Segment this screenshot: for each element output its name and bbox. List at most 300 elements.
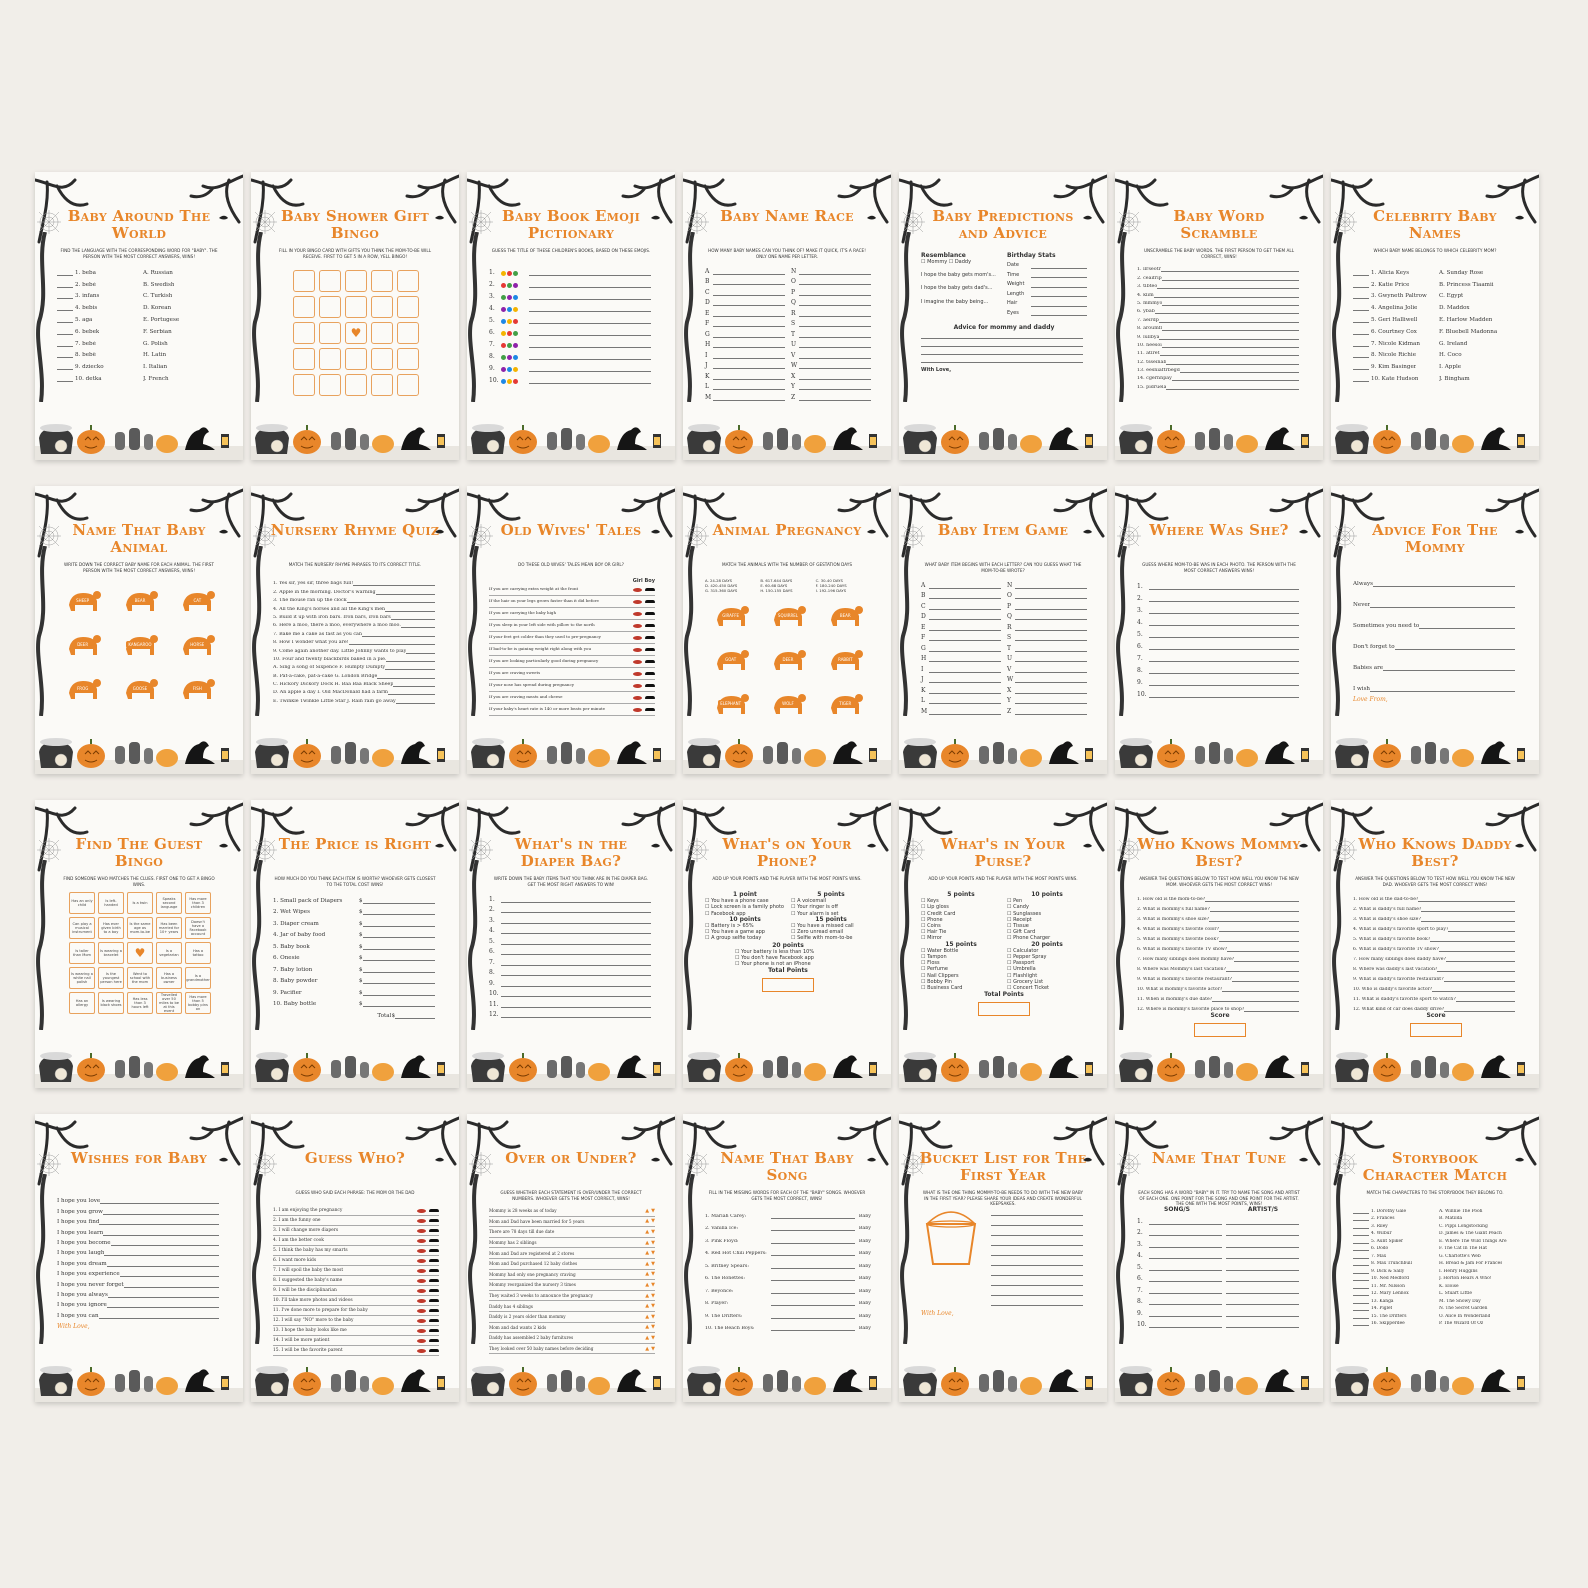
answer-blank[interactable] xyxy=(1444,1003,1515,1012)
game-card[interactable] xyxy=(683,172,891,460)
answer-blank[interactable] xyxy=(1226,963,1299,972)
mustache-icon[interactable] xyxy=(429,1249,439,1252)
mustache-icon[interactable] xyxy=(645,588,655,591)
answer-blank[interactable] xyxy=(1430,933,1515,942)
artist-blank[interactable] xyxy=(1226,1239,1299,1248)
answer-blank[interactable] xyxy=(799,298,871,306)
over-arrow-icon[interactable]: ▲ xyxy=(645,1207,650,1214)
answer-blank[interactable] xyxy=(529,327,651,336)
answer-blank[interactable] xyxy=(1395,641,1515,650)
answer-blank[interactable] xyxy=(771,1222,855,1231)
answer-blank[interactable] xyxy=(1031,268,1087,269)
song-blank[interactable] xyxy=(1149,1273,1222,1282)
answer-blank[interactable] xyxy=(1432,983,1515,992)
under-arrow-icon[interactable]: ▼ xyxy=(651,1218,655,1225)
bingo-cell[interactable] xyxy=(371,296,393,318)
answer-blank[interactable] xyxy=(771,1247,855,1256)
answer-blank[interactable] xyxy=(1149,665,1299,674)
mustache-icon[interactable] xyxy=(429,1339,439,1342)
answer-blank[interactable] xyxy=(1031,277,1087,278)
answer-blank[interactable] xyxy=(1353,314,1369,323)
lips-icon[interactable] xyxy=(417,1339,426,1343)
answer-blank[interactable] xyxy=(57,326,73,335)
answer-blank[interactable] xyxy=(396,695,435,704)
answer-blank[interactable] xyxy=(991,1277,1083,1286)
price-blank[interactable] xyxy=(363,964,435,973)
checkbox[interactable]: ☐ xyxy=(921,910,928,917)
under-arrow-icon[interactable]: ▼ xyxy=(651,1281,655,1288)
lips-icon[interactable] xyxy=(633,612,642,616)
answer-blank[interactable] xyxy=(929,654,1001,662)
checkbox[interactable]: ☐ xyxy=(921,947,928,954)
answer-blank[interactable] xyxy=(1370,683,1515,692)
answer-blank[interactable] xyxy=(713,340,785,348)
answer-blank[interactable] xyxy=(1418,893,1515,902)
answer-blank[interactable] xyxy=(1149,605,1299,614)
under-arrow-icon[interactable]: ▼ xyxy=(651,1260,655,1267)
over-arrow-icon[interactable]: ▲ xyxy=(645,1218,650,1225)
checkbox[interactable]: ☐ xyxy=(791,898,798,905)
artist-blank[interactable] xyxy=(1226,1227,1299,1236)
answer-blank[interactable] xyxy=(1353,361,1369,370)
answer-blank[interactable] xyxy=(713,319,785,327)
over-arrow-icon[interactable]: ▲ xyxy=(645,1250,650,1257)
over-arrow-icon[interactable]: ▲ xyxy=(645,1260,650,1267)
answer-blank[interactable] xyxy=(103,1206,219,1215)
bingo-cell[interactable] xyxy=(319,374,341,396)
artist-blank[interactable] xyxy=(1226,1296,1299,1305)
answer-blank[interactable] xyxy=(1149,593,1299,602)
answer-blank[interactable] xyxy=(771,1297,855,1306)
answer-blank[interactable] xyxy=(124,1279,219,1288)
bingo-cell[interactable] xyxy=(319,322,341,344)
score-field[interactable] xyxy=(1410,1023,1462,1037)
lips-icon[interactable] xyxy=(417,1239,426,1243)
game-card[interactable] xyxy=(1331,1114,1539,1402)
answer-blank[interactable] xyxy=(57,361,73,370)
answer-blank[interactable] xyxy=(1219,933,1299,942)
answer-blank[interactable] xyxy=(1456,993,1515,1002)
answer-blank[interactable] xyxy=(1421,903,1515,912)
checkbox[interactable]: ☐ xyxy=(1007,923,1014,930)
checkbox[interactable]: ☐ xyxy=(921,935,928,942)
game-card[interactable] xyxy=(683,1114,891,1402)
answer-blank[interactable] xyxy=(57,314,73,323)
answer-blank[interactable] xyxy=(57,373,73,382)
answer-blank[interactable] xyxy=(1149,617,1299,626)
checkbox[interactable]: ☐ xyxy=(735,948,742,955)
mustache-icon[interactable] xyxy=(645,648,655,651)
game-card[interactable] xyxy=(1115,1114,1323,1402)
answer-blank[interactable] xyxy=(529,375,651,384)
answer-blank[interactable] xyxy=(929,696,1001,704)
checkbox[interactable]: ☐ xyxy=(791,935,798,942)
answer-blank[interactable] xyxy=(1149,677,1299,686)
mustache-icon[interactable] xyxy=(429,1309,439,1312)
game-card[interactable] xyxy=(1115,172,1323,460)
lips-icon[interactable] xyxy=(633,708,642,712)
checkbox[interactable]: ☐ xyxy=(1007,972,1014,979)
lips-icon[interactable] xyxy=(417,1249,426,1253)
lips-icon[interactable] xyxy=(633,660,642,664)
answer-blank[interactable] xyxy=(501,978,651,987)
answer-blank[interactable] xyxy=(1383,662,1515,671)
answer-blank[interactable] xyxy=(799,309,871,317)
answer-blank[interactable] xyxy=(713,288,785,296)
answer-blank[interactable] xyxy=(991,1267,1083,1276)
checkbox[interactable]: ☐ xyxy=(791,929,798,936)
answer-blank[interactable] xyxy=(111,1237,219,1246)
answer-blank[interactable] xyxy=(713,298,785,306)
lips-icon[interactable] xyxy=(633,684,642,688)
answer-blank[interactable] xyxy=(1353,290,1369,299)
daddy-checkbox[interactable]: ☐ xyxy=(947,259,955,265)
answer-blank[interactable] xyxy=(1373,578,1515,587)
bingo-cell[interactable] xyxy=(345,374,367,396)
answer-blank[interactable] xyxy=(771,1235,855,1244)
lips-icon[interactable] xyxy=(417,1209,426,1213)
bingo-cell[interactable] xyxy=(345,296,367,318)
checkbox[interactable]: ☐ xyxy=(921,904,928,911)
answer-blank[interactable] xyxy=(1149,641,1299,650)
answer-blank[interactable] xyxy=(104,1247,219,1256)
bingo-cell[interactable] xyxy=(397,322,419,344)
answer-blank[interactable] xyxy=(1439,943,1515,952)
under-arrow-icon[interactable]: ▼ xyxy=(651,1207,655,1214)
over-arrow-icon[interactable]: ▲ xyxy=(645,1345,650,1352)
answer-blank[interactable] xyxy=(529,351,651,360)
answer-blank[interactable] xyxy=(501,957,651,966)
artist-blank[interactable] xyxy=(1226,1273,1299,1282)
checkbox[interactable]: ☐ xyxy=(1007,910,1014,917)
bingo-cell[interactable] xyxy=(371,270,393,292)
answer-blank[interactable] xyxy=(501,1009,651,1018)
price-blank[interactable] xyxy=(363,941,435,950)
answer-blank[interactable] xyxy=(1370,599,1515,608)
lips-icon[interactable] xyxy=(633,588,642,592)
game-card[interactable] xyxy=(35,486,243,774)
answer-blank[interactable] xyxy=(929,591,1001,599)
answer-blank[interactable] xyxy=(921,354,1083,363)
checkbox[interactable]: ☐ xyxy=(791,904,798,911)
lips-icon[interactable] xyxy=(633,672,642,676)
price-blank[interactable] xyxy=(363,998,435,1007)
price-blank[interactable] xyxy=(363,895,435,904)
bingo-cell[interactable] xyxy=(371,322,393,344)
checkbox[interactable]: ☐ xyxy=(1007,960,1014,967)
lips-icon[interactable] xyxy=(417,1329,426,1333)
bingo-cell[interactable] xyxy=(397,296,419,318)
song-blank[interactable] xyxy=(1149,1308,1222,1317)
lips-icon[interactable] xyxy=(417,1289,426,1293)
checkbox[interactable]: ☐ xyxy=(1007,954,1014,961)
under-arrow-icon[interactable]: ▼ xyxy=(651,1324,655,1331)
checkbox[interactable]: ☐ xyxy=(921,960,928,967)
game-card[interactable] xyxy=(899,800,1107,1088)
bingo-cell[interactable] xyxy=(293,322,315,344)
answer-blank[interactable] xyxy=(799,277,871,285)
answer-blank[interactable] xyxy=(1244,1003,1299,1012)
answer-blank[interactable] xyxy=(1015,696,1087,704)
bingo-cell[interactable] xyxy=(319,296,341,318)
over-arrow-icon[interactable]: ▲ xyxy=(645,1228,650,1235)
mustache-icon[interactable] xyxy=(429,1279,439,1282)
under-arrow-icon[interactable]: ▼ xyxy=(651,1250,655,1257)
answer-blank[interactable] xyxy=(501,988,651,997)
answer-blank[interactable] xyxy=(1353,267,1369,276)
under-arrow-icon[interactable]: ▼ xyxy=(651,1292,655,1299)
mommy-checkbox[interactable]: ☐ xyxy=(921,259,928,265)
answer-blank[interactable] xyxy=(799,267,871,275)
game-card[interactable] xyxy=(251,486,459,774)
game-card[interactable] xyxy=(899,486,1107,774)
answer-blank[interactable] xyxy=(1166,381,1299,390)
checkbox[interactable]: ☐ xyxy=(921,923,928,930)
answer-blank[interactable] xyxy=(1205,893,1299,902)
lips-icon[interactable] xyxy=(633,636,642,640)
answer-blank[interactable] xyxy=(799,361,871,369)
checkbox[interactable]: ☐ xyxy=(735,961,742,968)
answer-blank[interactable] xyxy=(501,999,651,1008)
artist-blank[interactable] xyxy=(1226,1250,1299,1259)
answer-blank[interactable] xyxy=(713,382,785,390)
under-arrow-icon[interactable]: ▼ xyxy=(651,1303,655,1310)
answer-blank[interactable] xyxy=(1353,1317,1369,1326)
answer-blank[interactable] xyxy=(1015,707,1087,715)
answer-blank[interactable] xyxy=(100,1195,219,1204)
answer-blank[interactable] xyxy=(1234,953,1299,962)
checkbox[interactable]: ☐ xyxy=(791,923,798,930)
song-blank[interactable] xyxy=(1149,1227,1222,1236)
answer-blank[interactable] xyxy=(1353,373,1369,382)
answer-blank[interactable] xyxy=(799,372,871,380)
answer-blank[interactable] xyxy=(929,633,1001,641)
answer-blank[interactable] xyxy=(799,382,871,390)
answer-blank[interactable] xyxy=(799,393,871,401)
artist-blank[interactable] xyxy=(1226,1216,1299,1225)
game-card[interactable] xyxy=(1331,486,1539,774)
answer-blank[interactable] xyxy=(1419,620,1515,629)
mustache-icon[interactable] xyxy=(429,1299,439,1302)
answer-blank[interactable] xyxy=(108,1289,219,1298)
mustache-icon[interactable] xyxy=(429,1289,439,1292)
bingo-cell[interactable] xyxy=(345,270,367,292)
total-points-field[interactable] xyxy=(978,1002,1030,1016)
mustache-icon[interactable] xyxy=(429,1229,439,1232)
game-card[interactable] xyxy=(1115,800,1323,1088)
answer-blank[interactable] xyxy=(107,1258,219,1267)
song-blank[interactable] xyxy=(1149,1250,1222,1259)
answer-blank[interactable] xyxy=(1227,943,1299,952)
answer-blank[interactable] xyxy=(501,894,651,903)
checkbox[interactable]: ☐ xyxy=(705,904,712,911)
answer-blank[interactable] xyxy=(57,279,73,288)
song-blank[interactable] xyxy=(1149,1239,1222,1248)
mustache-icon[interactable] xyxy=(645,684,655,687)
answer-blank[interactable] xyxy=(529,363,651,372)
answer-blank[interactable] xyxy=(1031,296,1087,297)
answer-blank[interactable] xyxy=(1353,326,1369,335)
answer-blank[interactable] xyxy=(529,303,651,312)
answer-blank[interactable] xyxy=(1149,689,1299,698)
checkbox[interactable]: ☐ xyxy=(1007,916,1014,923)
song-blank[interactable] xyxy=(1149,1296,1222,1305)
game-card[interactable] xyxy=(1331,172,1539,460)
answer-blank[interactable] xyxy=(771,1272,855,1281)
answer-blank[interactable] xyxy=(1353,338,1369,347)
lips-icon[interactable] xyxy=(417,1269,426,1273)
over-arrow-icon[interactable]: ▲ xyxy=(645,1281,650,1288)
bingo-cell[interactable] xyxy=(293,374,315,396)
checkbox[interactable]: ☐ xyxy=(921,954,928,961)
under-arrow-icon[interactable]: ▼ xyxy=(651,1239,655,1246)
answer-blank[interactable] xyxy=(991,1257,1083,1266)
answer-blank[interactable] xyxy=(529,291,651,300)
answer-blank[interactable] xyxy=(120,1268,219,1277)
bingo-cell[interactable] xyxy=(319,270,341,292)
mustache-icon[interactable] xyxy=(429,1209,439,1212)
checkbox[interactable]: ☐ xyxy=(921,916,928,923)
answer-blank[interactable] xyxy=(1015,581,1087,589)
over-arrow-icon[interactable]: ▲ xyxy=(645,1313,650,1320)
answer-blank[interactable] xyxy=(713,277,785,285)
price-blank[interactable] xyxy=(363,975,435,984)
game-card[interactable] xyxy=(35,1114,243,1402)
under-arrow-icon[interactable]: ▼ xyxy=(651,1228,655,1235)
answer-blank[interactable] xyxy=(991,1247,1083,1256)
lips-icon[interactable] xyxy=(633,624,642,628)
answer-blank[interactable] xyxy=(1210,903,1299,912)
under-arrow-icon[interactable]: ▼ xyxy=(651,1271,655,1278)
answer-blank[interactable] xyxy=(1015,633,1087,641)
answer-blank[interactable] xyxy=(1437,963,1515,972)
checkbox[interactable]: ☐ xyxy=(921,985,928,992)
price-blank[interactable] xyxy=(363,906,435,915)
price-blank[interactable] xyxy=(363,918,435,927)
answer-blank[interactable] xyxy=(501,915,651,924)
mustache-icon[interactable] xyxy=(645,672,655,675)
price-blank[interactable] xyxy=(363,929,435,938)
bingo-cell[interactable] xyxy=(397,374,419,396)
checkbox[interactable]: ☐ xyxy=(1007,947,1014,954)
mustache-icon[interactable] xyxy=(429,1239,439,1242)
answer-blank[interactable] xyxy=(929,686,1001,694)
answer-blank[interactable] xyxy=(771,1310,855,1319)
price-blank[interactable] xyxy=(363,987,435,996)
answer-blank[interactable] xyxy=(57,290,73,299)
answer-blank[interactable] xyxy=(529,267,651,276)
answer-blank[interactable] xyxy=(501,946,651,955)
song-blank[interactable] xyxy=(1149,1216,1222,1225)
mustache-icon[interactable] xyxy=(429,1219,439,1222)
answer-blank[interactable] xyxy=(57,302,73,311)
answer-blank[interactable] xyxy=(1353,302,1369,311)
game-card[interactable] xyxy=(35,800,243,1088)
answer-blank[interactable] xyxy=(991,1207,1083,1216)
bingo-cell[interactable] xyxy=(293,296,315,318)
game-card[interactable] xyxy=(467,172,675,460)
bingo-cell[interactable] xyxy=(293,270,315,292)
answer-blank[interactable] xyxy=(1444,973,1515,982)
checkbox[interactable]: ☐ xyxy=(1007,985,1014,992)
answer-blank[interactable] xyxy=(713,372,785,380)
mustache-icon[interactable] xyxy=(429,1349,439,1352)
answer-blank[interactable] xyxy=(713,393,785,401)
answer-blank[interactable] xyxy=(501,936,651,945)
answer-blank[interactable] xyxy=(99,1216,219,1225)
answer-blank[interactable] xyxy=(771,1210,855,1219)
answer-blank[interactable] xyxy=(1015,623,1087,631)
answer-blank[interactable] xyxy=(1015,612,1087,620)
answer-blank[interactable] xyxy=(1448,923,1515,932)
checkbox[interactable]: ☐ xyxy=(1007,978,1014,985)
answer-blank[interactable] xyxy=(929,602,1001,610)
checkbox[interactable]: ☐ xyxy=(705,923,712,930)
game-card[interactable] xyxy=(251,172,459,460)
answer-blank[interactable] xyxy=(1149,581,1299,590)
artist-blank[interactable] xyxy=(1226,1308,1299,1317)
answer-blank[interactable] xyxy=(1015,665,1087,673)
answer-blank[interactable] xyxy=(501,904,651,913)
song-blank[interactable] xyxy=(1149,1319,1222,1328)
answer-blank[interactable] xyxy=(991,1237,1083,1246)
mustache-icon[interactable] xyxy=(429,1329,439,1332)
lips-icon[interactable] xyxy=(633,696,642,700)
checkbox[interactable]: ☐ xyxy=(921,898,928,905)
game-card[interactable] xyxy=(467,800,675,1088)
bingo-cell[interactable] xyxy=(371,374,393,396)
checkbox[interactable]: ☐ xyxy=(705,898,712,905)
answer-blank[interactable] xyxy=(713,351,785,359)
lips-icon[interactable] xyxy=(417,1349,426,1353)
answer-blank[interactable] xyxy=(929,644,1001,652)
game-card[interactable] xyxy=(1331,800,1539,1088)
point-item[interactable] xyxy=(705,935,785,941)
answer-blank[interactable] xyxy=(1015,654,1087,662)
checkbox[interactable]: ☐ xyxy=(1007,929,1014,936)
answer-blank[interactable] xyxy=(1031,287,1087,288)
game-card[interactable] xyxy=(251,1114,459,1402)
checkbox[interactable]: ☐ xyxy=(705,929,712,936)
bingo-cell[interactable] xyxy=(293,348,315,370)
total-blank[interactable] xyxy=(395,1010,435,1019)
under-arrow-icon[interactable]: ▼ xyxy=(651,1345,655,1352)
game-card[interactable] xyxy=(251,800,459,1088)
lips-icon[interactable] xyxy=(417,1219,426,1223)
checkbox[interactable]: ☐ xyxy=(921,978,928,985)
checkbox[interactable]: ☐ xyxy=(921,972,928,979)
answer-blank[interactable] xyxy=(1149,653,1299,662)
mustache-icon[interactable] xyxy=(429,1319,439,1322)
answer-blank[interactable] xyxy=(713,330,785,338)
checkbox[interactable]: ☐ xyxy=(735,954,742,961)
game-card[interactable] xyxy=(467,1114,675,1402)
answer-blank[interactable] xyxy=(57,338,73,347)
answer-blank[interactable] xyxy=(1015,602,1087,610)
answer-blank[interactable] xyxy=(713,267,785,275)
answer-blank[interactable] xyxy=(929,675,1001,683)
answer-blank[interactable] xyxy=(1353,279,1369,288)
answer-blank[interactable] xyxy=(1209,913,1299,922)
bingo-cell[interactable] xyxy=(345,348,367,370)
point-item[interactable] xyxy=(791,935,871,941)
lips-icon[interactable] xyxy=(417,1229,426,1233)
answer-blank[interactable] xyxy=(1421,913,1515,922)
bingo-cell[interactable] xyxy=(397,348,419,370)
lips-icon[interactable] xyxy=(417,1319,426,1323)
game-card[interactable] xyxy=(1115,486,1323,774)
answer-blank[interactable] xyxy=(107,1299,219,1308)
